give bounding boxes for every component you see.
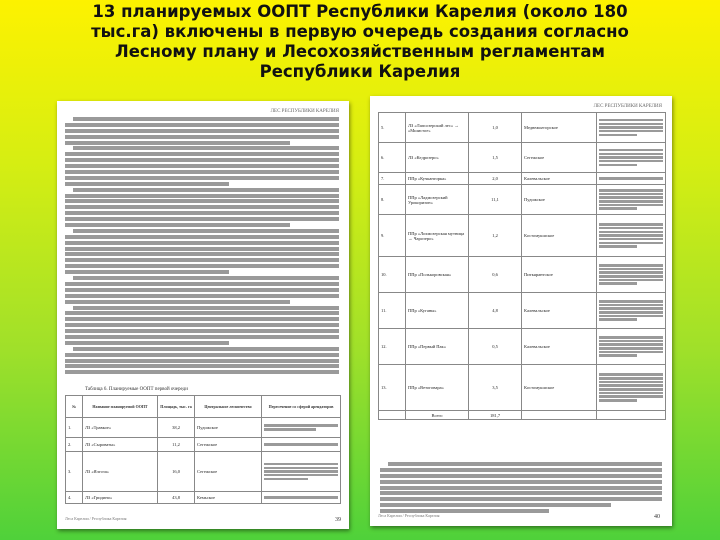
row-forestry: Сегежское xyxy=(522,143,597,173)
col-header-area: Площадь, тыс. га xyxy=(158,396,195,418)
row-name: ППр «Первый Пак» xyxy=(406,329,469,365)
row-area: 11,2 xyxy=(158,438,195,452)
row-number: 2. xyxy=(66,438,83,452)
row-number: 9. xyxy=(379,215,406,257)
row-tenant xyxy=(262,492,341,504)
row-area: 1,0 xyxy=(469,113,522,143)
page-footer: Леса Карелии / Республика Карелия xyxy=(65,516,127,521)
row-number: 6. xyxy=(379,143,406,173)
row-area: 11,1 xyxy=(469,185,522,215)
row-area: 0,6 xyxy=(469,257,522,293)
row-tenant xyxy=(597,365,666,411)
col-header-number: № xyxy=(66,396,83,418)
row-name: ЛЗ «Лапсозерский лес» → «Мшистое» xyxy=(406,113,469,143)
document-page-right xyxy=(370,96,672,526)
table-row xyxy=(379,113,666,143)
row-area: 2,0 xyxy=(469,173,522,185)
title-line-2: тыс.га) включены в первую очередь создания согласно xyxy=(91,22,629,41)
row-tenant xyxy=(597,113,666,143)
page-number: 40 xyxy=(654,514,660,520)
table-row xyxy=(379,173,666,185)
row-forestry: Калевальское xyxy=(522,293,597,329)
table-row xyxy=(379,185,666,215)
row-area: 1,5 xyxy=(469,143,522,173)
row-tenant xyxy=(597,293,666,329)
row-name: ППр «Куганы» xyxy=(406,293,469,329)
row-area: 1,2 xyxy=(469,215,522,257)
table-row xyxy=(66,418,341,438)
title-line-3: Лесному плану и Лесохозяйственным регламентам xyxy=(115,42,605,61)
row-number: 13. xyxy=(379,365,406,411)
row-tenant xyxy=(597,329,666,365)
row-number: 5. xyxy=(379,113,406,143)
table-row xyxy=(66,452,341,492)
row-tenant xyxy=(597,257,666,293)
row-number: 12. xyxy=(379,329,406,365)
row-tenant xyxy=(262,418,341,438)
row-tenant xyxy=(262,452,341,492)
row-name: ЛЗ «Травкое» xyxy=(83,418,158,438)
row-forestry: Медвежьегорское xyxy=(522,113,597,143)
row-name: ППр «Полькоровская» xyxy=(406,257,469,293)
table-row xyxy=(379,215,666,257)
row-tenant xyxy=(597,185,666,215)
row-number: 1. xyxy=(66,418,83,438)
row-forestry: Пудожское xyxy=(195,418,262,438)
table-total-row xyxy=(379,411,666,420)
body-text xyxy=(380,462,662,515)
row-forestry: Костомукшское xyxy=(522,365,597,411)
page-header: ЛЕС РЕСПУБЛИКИ КАРЕЛИЯ xyxy=(593,104,662,109)
body-text xyxy=(65,117,339,376)
row-area: 0,5 xyxy=(469,329,522,365)
row-area: 3,5 xyxy=(469,365,522,411)
col-header-forestry: Центральное лесничество xyxy=(195,396,262,418)
row-area: 38,2 xyxy=(158,418,195,438)
row-name: ППр «Кучкангорка» xyxy=(406,173,469,185)
row-name: ППр «Ветоговара» xyxy=(406,365,469,411)
row-name: ЛЗ «Ялгоза» xyxy=(83,452,158,492)
row-tenant xyxy=(262,438,341,452)
row-forestry: Калевальское xyxy=(522,329,597,365)
row-forestry: Сегежское xyxy=(195,438,262,452)
table-row xyxy=(379,143,666,173)
page-number: 39 xyxy=(335,517,341,523)
row-number: 11. xyxy=(379,293,406,329)
row-number: 8. xyxy=(379,185,406,215)
row-tenant xyxy=(597,215,666,257)
table-row xyxy=(66,492,341,504)
row-number: 3. xyxy=(66,452,83,492)
slide-title xyxy=(40,2,680,82)
row-tenant xyxy=(597,173,666,185)
table-row xyxy=(379,365,666,411)
col-header-tenants: Пересечение со сферой арендаторов xyxy=(262,396,341,418)
row-area: 4,8 xyxy=(469,293,522,329)
row-number: 4. xyxy=(66,492,83,504)
page-footer: Леса Карелии / Республика Карелия xyxy=(378,513,440,518)
table-caption: Таблица 6. Планируемые ООПТ первой очереди xyxy=(85,387,188,392)
row-number: 7. xyxy=(379,173,406,185)
row-area: 43,8 xyxy=(158,492,195,504)
row-forestry: Сегежское xyxy=(195,452,262,492)
ooopt-table-right xyxy=(378,112,666,420)
document-page-left xyxy=(57,101,349,529)
row-forestry: Питкярантское xyxy=(522,257,597,293)
total-label: Всего xyxy=(406,411,469,420)
table-row xyxy=(379,257,666,293)
row-name: ППр «Лохмозерская мутница → Чарозеро» xyxy=(406,215,469,257)
row-forestry: Костомукшское xyxy=(522,215,597,257)
title-line-1: 13 планируемых ООПТ Республики Карелия (около 180 xyxy=(92,2,628,21)
row-forestry: Пудожское xyxy=(522,185,597,215)
row-number: 10. xyxy=(379,257,406,293)
title-line-4: Республики Карелия xyxy=(259,62,461,81)
row-name: ЛЗ «Гридино» xyxy=(83,492,158,504)
page-header: ЛЕС РЕСПУБЛИКИ КАРЕЛИЯ xyxy=(270,109,339,114)
row-forestry: Кемьское xyxy=(195,492,262,504)
total-value: 181,7 xyxy=(469,411,522,420)
row-name: ППр «Ладмозерский Урокоризон» xyxy=(406,185,469,215)
row-tenant xyxy=(597,143,666,173)
table-row xyxy=(379,329,666,365)
row-area: 16,0 xyxy=(158,452,195,492)
table-row xyxy=(66,438,341,452)
col-header-name: Название планируемой ООПТ xyxy=(83,396,158,418)
row-name: ЛЗ «Сыроваты» xyxy=(83,438,158,452)
ooopt-table-left xyxy=(65,395,341,504)
table-row xyxy=(379,293,666,329)
row-forestry: Калевальское xyxy=(522,173,597,185)
row-name: ЛЗ «Кедрозеро» xyxy=(406,143,469,173)
